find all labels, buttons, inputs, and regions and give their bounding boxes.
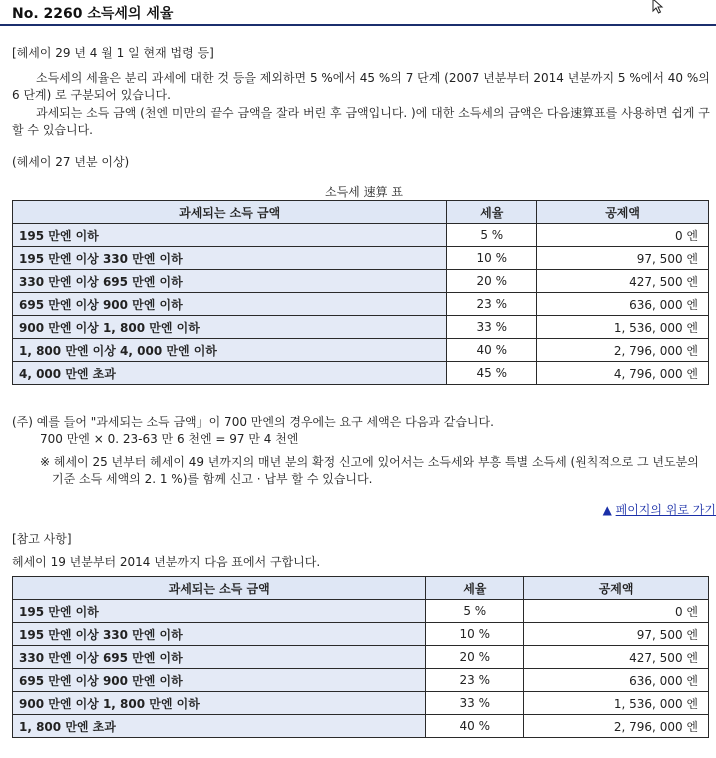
income-range: 695 만엔 이상 900 만엔 이하 <box>13 669 426 692</box>
deduction-amount: 2, 796, 000 엔 <box>537 339 709 362</box>
deduction-amount: 427, 500 엔 <box>537 270 709 293</box>
period-label: (헤세이 27 년분 이상) <box>12 155 130 169</box>
income-range: 900 만엔 이상 1, 800 만엔 이하 <box>13 692 426 715</box>
reference-description: 헤세이 19 년분부터 2014 년분까지 다음 표에서 구합니다. <box>12 555 321 569</box>
tax-rate: 20 % <box>426 646 524 669</box>
header-rate: 세율 <box>426 577 524 600</box>
header-income: 과세되는 소득 금액 <box>13 577 426 600</box>
deduction-amount: 636, 000 엔 <box>524 669 709 692</box>
tax-rate: 5 % <box>426 600 524 623</box>
income-range: 195 만엔 이상 330 만엔 이하 <box>13 623 426 646</box>
table-row <box>13 362 709 385</box>
table-row <box>13 316 709 339</box>
tax-rate: 33 % <box>426 692 524 715</box>
income-range: 1, 800 만엔 이상 4, 000 만엔 이하 <box>13 339 447 362</box>
tax-rate-table-current <box>12 200 709 385</box>
deduction-amount: 2, 796, 000 엔 <box>524 715 709 738</box>
income-range: 195 만엔 이하 <box>13 600 426 623</box>
tax-rate: 10 % <box>426 623 524 646</box>
table-row <box>13 669 709 692</box>
page-title: No. 2260 소득세의 세율 <box>12 6 174 22</box>
table-row <box>13 715 709 738</box>
table-header-row <box>13 577 709 600</box>
deduction-amount: 1, 536, 000 엔 <box>537 316 709 339</box>
table-row <box>13 600 709 623</box>
deduction-amount: 427, 500 엔 <box>524 646 709 669</box>
back-to-top-link[interactable] <box>603 501 716 518</box>
income-range: 195 만엔 이상 330 만엔 이하 <box>13 247 447 270</box>
intro-paragraph-2 <box>12 105 716 139</box>
deduction-amount: 0 엔 <box>524 600 709 623</box>
income-range: 900 만엔 이상 1, 800 만엔 이하 <box>13 316 447 339</box>
table-row <box>13 692 709 715</box>
tax-rate: 45 % <box>447 362 537 385</box>
deduction-amount: 97, 500 엔 <box>524 623 709 646</box>
table-row <box>13 293 709 316</box>
back-to-top-label: 페이지의 위로 가기 <box>615 503 716 517</box>
table-row <box>13 623 709 646</box>
intro-text-2: 과세되는 소득 금액 (천엔 미만의 끝수 금액을 잘라 버린 후 금액입니다. )에 대한 소득세의 금액은 다음速算표를 사용하면 쉽게 구할 수 있습니다. <box>12 106 710 137</box>
up-arrow-icon: ▲ <box>602 503 612 517</box>
reconstruction-tax-note: ※ 헤세이 25 년부터 헤세이 49 년까지의 매년 분의 확정 신고에 있어서는 소득세와 부흥 특별 소득세 (원칙적으로 그 년도분의 <box>40 455 699 469</box>
deduction-amount: 4, 796, 000 엔 <box>537 362 709 385</box>
tax-rate: 33 % <box>447 316 537 339</box>
table-row <box>13 646 709 669</box>
tax-rate: 23 % <box>447 293 537 316</box>
table-row <box>13 270 709 293</box>
reconstruction-tax-note-cont: 기준 소득 세액의 2. 1 %)를 함께 신고 · 납부 할 수 있습니다. <box>52 472 373 486</box>
deduction-amount: 636, 000 엔 <box>537 293 709 316</box>
table-row <box>13 339 709 362</box>
table-caption: 소득세 速算 표 <box>325 185 403 199</box>
tax-rate: 10 % <box>447 247 537 270</box>
law-date: [헤세이 29 년 4 월 1 일 현재 법령 등] <box>12 46 214 60</box>
tax-rate: 5 % <box>447 224 537 247</box>
tax-rate: 40 % <box>426 715 524 738</box>
tax-rate-table-reference <box>12 576 709 738</box>
deduction-amount: 97, 500 엔 <box>537 247 709 270</box>
header-income: 과세되는 소득 금액 <box>13 201 447 224</box>
example-calculation: 700 만엔 × 0. 23-63 만 6 천엔 = 97 만 4 천엔 <box>40 432 299 446</box>
header-deduction: 공제액 <box>537 201 709 224</box>
table-row <box>13 224 709 247</box>
deduction-amount: 1, 536, 000 엔 <box>524 692 709 715</box>
table-row <box>13 247 709 270</box>
header-deduction: 공제액 <box>524 577 709 600</box>
intro-text-1: 소득세의 세율은 분리 과세에 대한 것 등을 제외하면 5 %에서 45 %의 7 단계 (2007 년분부터 2014 년분까지 5 %에서 40 %의 6 단계) 로 구분되어 있습니다. <box>12 71 710 102</box>
tax-rate: 23 % <box>426 669 524 692</box>
header-rate: 세율 <box>447 201 537 224</box>
intro-paragraph-1 <box>12 70 716 104</box>
mouse-cursor-icon <box>652 0 666 14</box>
income-range: 195 만엔 이하 <box>13 224 447 247</box>
tax-rate: 40 % <box>447 339 537 362</box>
income-range: 330 만엔 이상 695 만엔 이하 <box>13 270 447 293</box>
example-line: (주) 예를 들어 "과세되는 소득 금액」이 700 만엔의 경우에는 요구 세액은 다음과 같습니다. <box>12 415 494 429</box>
income-range: 1, 800 만엔 초과 <box>13 715 426 738</box>
income-range: 4, 000 만엔 초과 <box>13 362 447 385</box>
income-range: 695 만엔 이상 900 만엔 이하 <box>13 293 447 316</box>
income-range: 330 만엔 이상 695 만엔 이하 <box>13 646 426 669</box>
deduction-amount: 0 엔 <box>537 224 709 247</box>
tax-rate: 20 % <box>447 270 537 293</box>
table-header-row <box>13 201 709 224</box>
page-header <box>0 0 716 26</box>
reference-heading: [참고 사항] <box>12 532 72 546</box>
